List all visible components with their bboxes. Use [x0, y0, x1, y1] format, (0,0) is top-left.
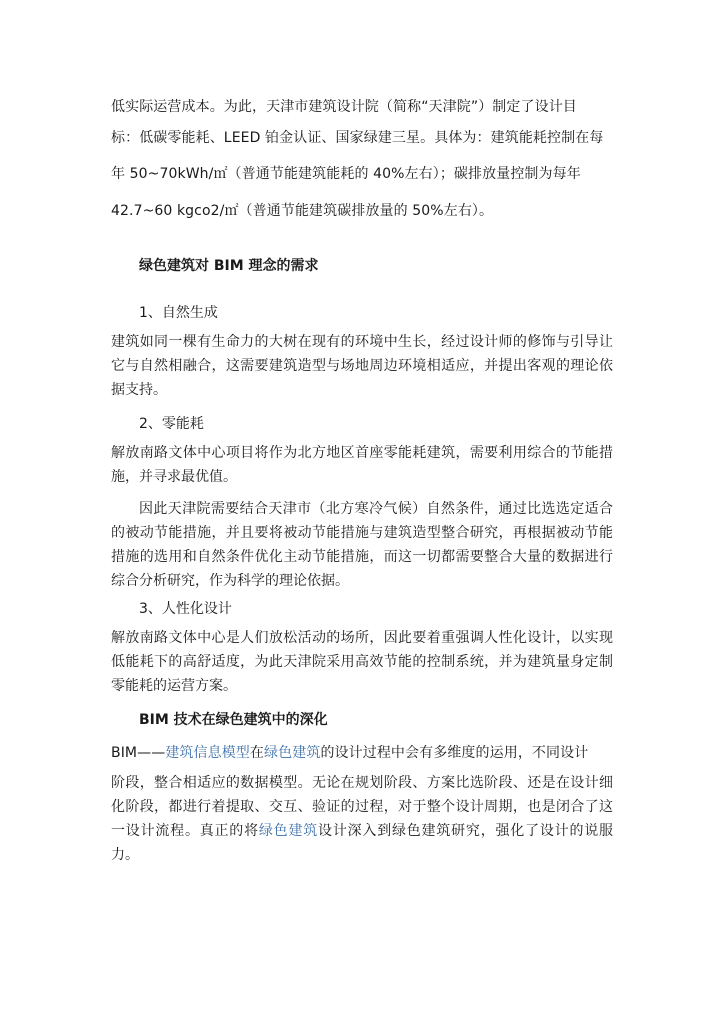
section-heading-bim-needs: 绿色建筑对 BIM 理念的需求 [139, 258, 319, 274]
paragraph-natural-generation: 建筑如同一棵有生命力的大树在现有的环境中生长，经过设计师的修饰与引导让它与自然相融合，这需要建筑造型与场地周边环境相适应，并提出客观的理论依据支持。 [111, 334, 613, 398]
paragraph-human-design: 解放南路文体中心是人们放松活动的场所，因此要着重强调人性化设计，以实现低能耗下的高舒适度，为此天津院采用高效节能的控制系统，并为建筑量身定制零能耗的运营方案。 [111, 630, 613, 694]
paragraph-bim-design-stages [111, 771, 613, 867]
paragraph-zero-energy-2: 因此天津院需要结合天津市（北方寒冷气候）自然条件，通过比选选定适合的被动节能措施，并且要将被动节能措施与建筑造型整合研究，再根据被动节能措施的选用和自然条件优化主动节能措施，而这一切都需要整合大量的数据进行综合分析研究，作为科学的理论依据。 [111, 501, 613, 589]
bim-suffix-text: 的设计过程中会有多维度的运用，不同设计 [320, 745, 589, 761]
paragraph-text-after-link: 设计深入到绿色建筑研究，强化了设计的说服力。 [111, 823, 614, 863]
section-heading-bim-deepening: BIM 技术在绿色建筑中的深化 [139, 712, 328, 728]
subheading-natural-generation: 1、自然生成 [139, 305, 218, 321]
bim-middle-text: 在 [249, 745, 265, 761]
bim-prefix: BIM—— [111, 745, 166, 761]
link-green-building-2[interactable]: 绿色建筑 [258, 823, 319, 839]
intro-line-2: 标：低碳零能耗、LEED 铂金认证、国家绿建三星。具体为：建筑能耗控制在每 [111, 130, 604, 146]
bim-intro-line [111, 744, 616, 763]
link-green-building[interactable]: 绿色建筑 [264, 745, 321, 761]
link-building-information-model[interactable]: 建筑信息模型 [165, 745, 250, 761]
paragraph-text-before-link: 阶段，整合相适应的数据模型。无论在规划阶段、方案比选阶段、还是在设计细化阶段，都进行着提取、交互、验证的过程，对于整个设计周期，也是闭合了这一设计流程。真正的将 [111, 775, 613, 839]
intro-line-4: 42.7~60 kgco2/㎡（普通节能建筑碳排放量的 50%左右）。 [111, 203, 494, 219]
paragraph-zero-energy-1: 解放南路文体中心项目将作为北方地区首座零能耗建筑，需要利用综合的节能措施，并寻求最优值。 [111, 445, 613, 485]
subheading-zero-energy: 2、零能耗 [139, 416, 204, 432]
subheading-human-design: 3、人性化设计 [139, 601, 232, 617]
intro-line-3: 年 50~70kWh/㎡（普通节能建筑能耗的 40%左右）；碳排放量控制为每年 [111, 166, 581, 182]
intro-line-1: 低实际运营成本。为此，天津市建筑设计院（简称“天津院”）制定了设计目 [111, 99, 577, 115]
